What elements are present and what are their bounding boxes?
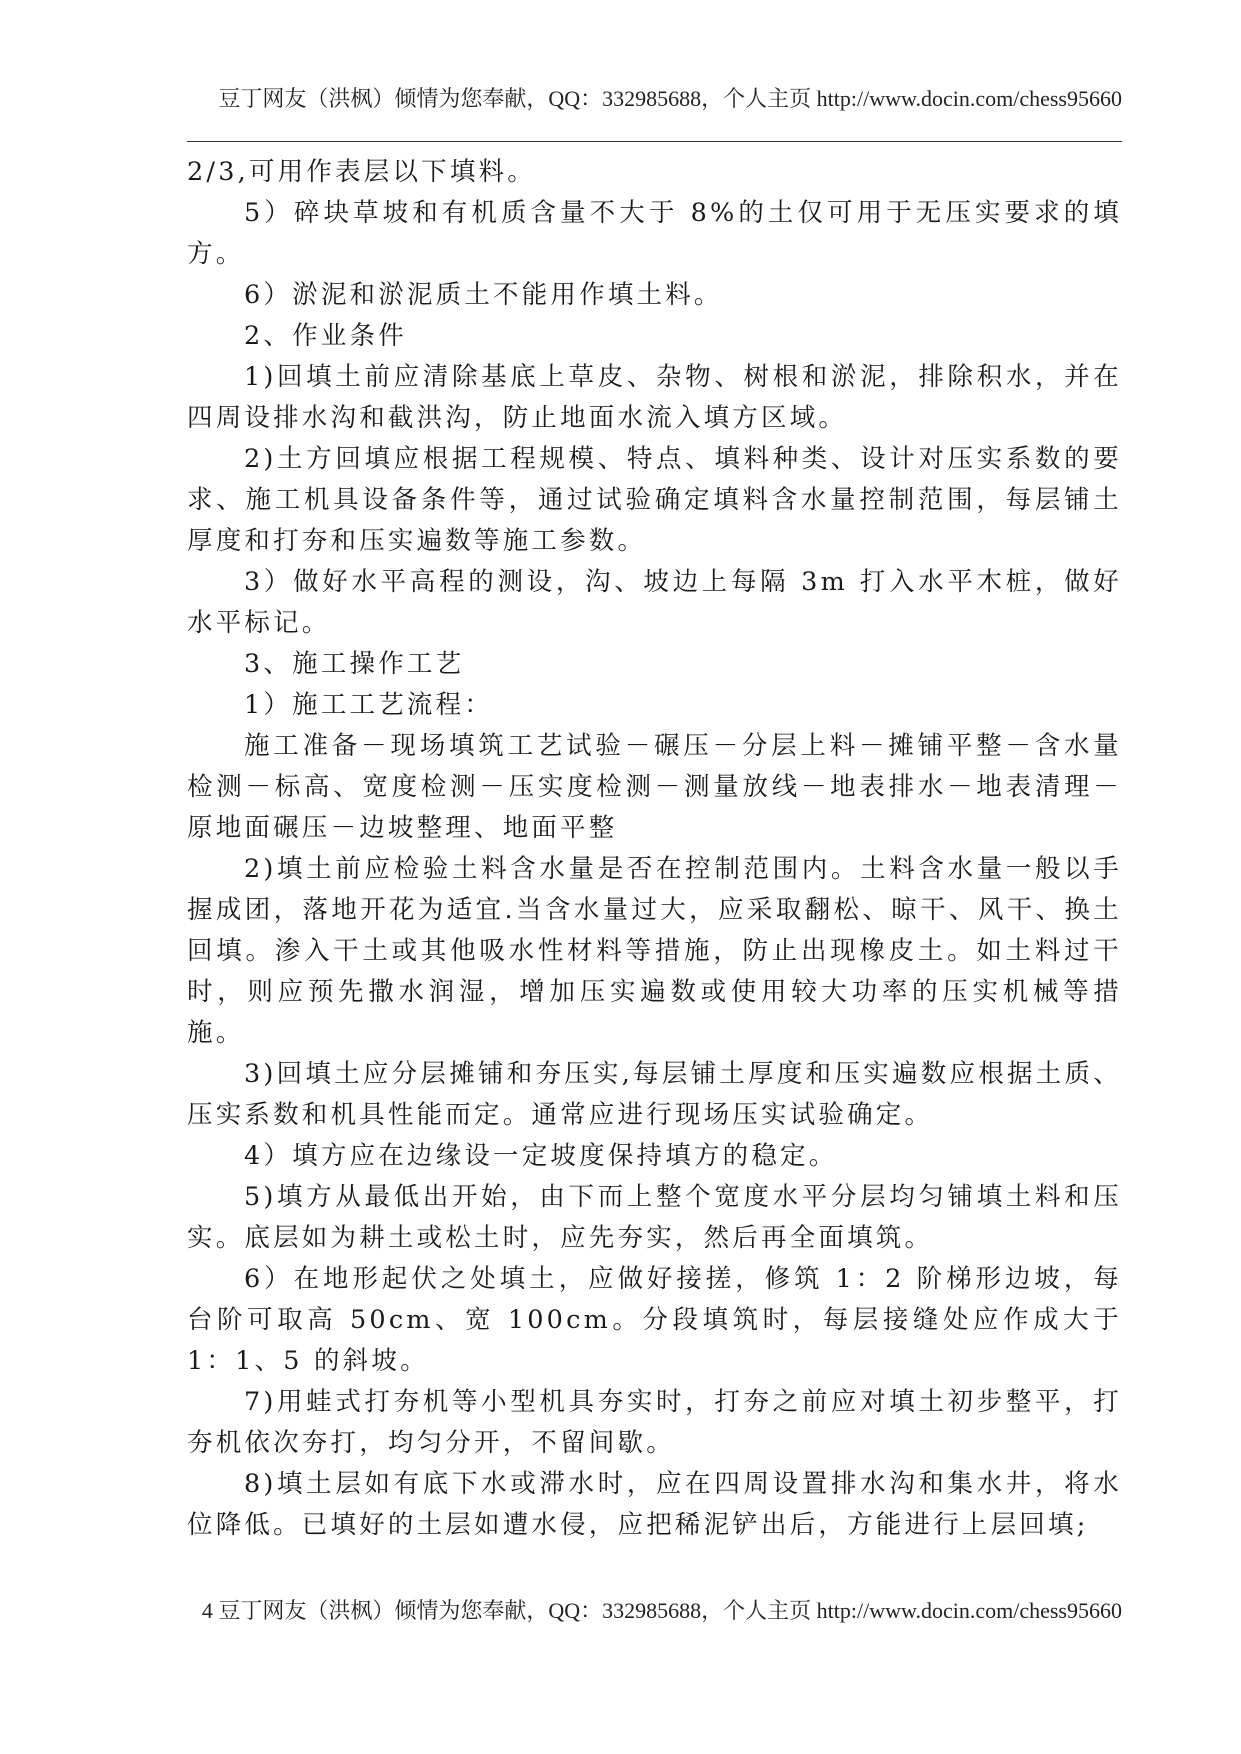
process-flow: 施工准备－现场填筑工艺试验－碾压－分层上料－摊铺平整－含水量检测－标高、宽度检测－压实度检测－测量放线－地表排水－地表清理－原地面碾压－边坡整理、地面平整 [187, 731, 1122, 843]
paragraph: 2)土方回填应根据工程规模、特点、填料种类、设计对压实系数的要求、施工机具设备条件等，通过试验确定填料含水量控制范围，每层铺土厚度和打夯和压实遍数等施工参数。 [187, 444, 1122, 556]
header-divider [187, 141, 1122, 142]
paragraph: 2/3,可用作表层以下填料。 [187, 157, 536, 187]
paragraph: 8)填土层如有底下水或滞水时，应在四周设置排水沟和集水井，将水位降低。已填好的土层如遭水侵，应把稀泥铲出后，方能进行上层回填; [187, 1469, 1122, 1540]
paragraph: 3）做好水平高程的测设，沟、坡边上每隔 3m 打入水平木桩，做好水平标记。 [187, 567, 1122, 638]
paragraph: 6）在地形起伏之处填土，应做好接搓，修筑 1：2 阶梯形边坡，每台阶可取高 50cm、宽 100cm。分段填筑时，每层接缝处应作成大于 1：1、5 的斜坡。 [187, 1264, 1122, 1376]
page-header: 豆丁网友（洪枫）倾情为您奉献，QQ：332985688，个人主页 http://www.docin.com/chess95660 [218, 86, 1122, 111]
paragraph: 2)填土前应检验土料含水量是否在控制范围内。土料含水量一般以手握成团，落地开花为适宜.当含水量过大，应采取翻松、晾干、风干、换土回填。渗入干土或其他吸水性材料等措施，防止出现橡皮土。如土料过干时，则应预先撒水润湿，增加压实遍数或使用较大功率的压实机械等措施。 [187, 854, 1122, 1048]
paragraph: 4）填方应在边缘设一定坡度保持填方的稳定。 [244, 1141, 838, 1171]
paragraph: 5）碎块草坡和有机质含量不大于 8%的土仅可用于无压实要求的填方。 [187, 198, 1122, 269]
page-footer: 4 豆丁网友（洪枫）倾情为您奉献，QQ：332985688，个人主页 http://www.docin.com/chess95660 [201, 1598, 1122, 1623]
paragraph: 5)填方从最低出开始，由下而上整个宽度水平分层均匀铺填土料和压实。底层如为耕土或松土时，应先夯实，然后再全面填筑。 [187, 1182, 1122, 1253]
paragraph: 1)回填土前应清除基底上草皮、杂物、树根和淤泥，排除积水，并在四周设排水沟和截洪沟，防止地面水流入填方区域。 [187, 362, 1122, 433]
section-heading: 2、作业条件 [244, 321, 407, 351]
document-body [187, 152, 1122, 1546]
paragraph: 6）淤泥和淤泥质土不能用作填土料。 [244, 280, 723, 310]
section-heading: 3、施工操作工艺 [244, 649, 465, 679]
paragraph: 1）施工工艺流程： [244, 690, 494, 720]
paragraph: 7)用蛙式打夯机等小型机具夯实时，打夯之前应对填土初步整平，打夯机依次夯打，均匀分开，不留间歇。 [187, 1387, 1122, 1458]
paragraph: 3)回填土应分层摊铺和夯压实,每层铺土厚度和压实遍数应根据土质、压实系数和机具性能而定。通常应进行现场压实试验确定。 [187, 1059, 1122, 1130]
